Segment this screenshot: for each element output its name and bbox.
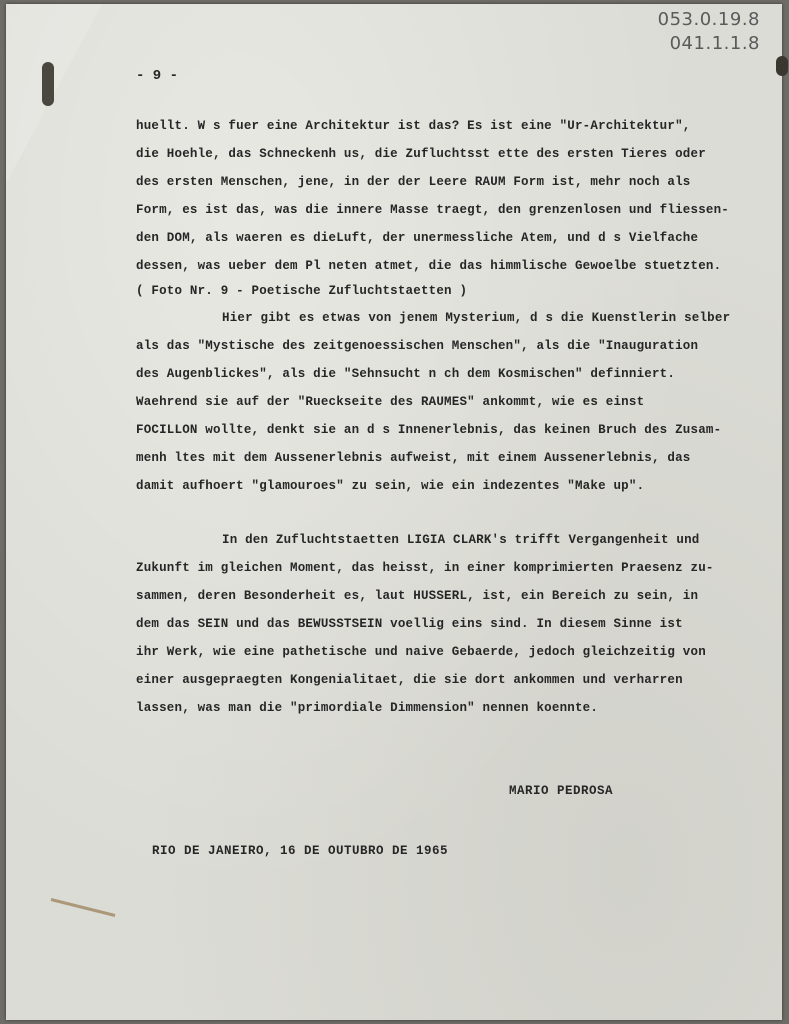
archive-code-1: 053.0.19.8 [657, 9, 760, 30]
paper-fold-shading [6, 4, 102, 184]
text-line: die Hoehle, das Schneckenh us, die Zufluchtsst ette des ersten Tieres oder [136, 147, 706, 161]
page-number: - 9 - [136, 68, 179, 84]
text-line: Waehrend sie auf der "Rueckseite des RAUMES" ankommt, wie es einst [136, 395, 645, 409]
author-signature: MARIO PEDROSA [509, 784, 614, 798]
text-line: dem das SEIN und das BEWUSSTSEIN voellig eins sind. In diesem Sinne ist [136, 617, 683, 631]
paragraph-2 [136, 304, 766, 500]
text-line: In den Zufluchtstaetten LIGIA CLARK's trifft Vergangenheit und [222, 533, 700, 547]
archive-code-2: 041.1.1.8 [669, 33, 760, 54]
text-line: als das "Mystische des zeitgenoessischen Menschen", als die "Inauguration [136, 339, 699, 353]
text-line: lassen, was man die "primordiale Dimmension" nennen koennte. [136, 701, 599, 715]
text-line: des ersten Menschen, jene, in der der Leere RAUM Form ist, mehr noch als [136, 175, 691, 189]
paragraph-3 [136, 526, 766, 722]
text-line: Hier gibt es etwas von jenem Mysterium, d s die Kuenstlerin selber [222, 311, 731, 325]
paragraph-1 [136, 112, 766, 302]
text-line: FOCILLON wollte, denkt sie an d s Innenerlebnis, das keinen Bruch des Zusam- [136, 423, 722, 437]
binder-punch-hole [42, 62, 54, 106]
text-line: ihr Werk, wie eine pathetische und naive Gebaerde, jedoch gleichzeitig von [136, 645, 706, 659]
archive-codes [658, 8, 760, 56]
text-line: damit aufhoert "glamouroes" zu sein, wie ein indezentes "Make up". [136, 479, 645, 493]
text-line: einer ausgepraegten Kongenialitaet, die sie dort ankommen und verharren [136, 673, 683, 687]
text-line: huellt. W s fuer eine Architektur ist das? Es ist eine "Ur-Architektur", [136, 119, 691, 133]
place-and-date: RIO DE JANEIRO, 16 DE OUTUBRO DE 1965 [152, 844, 449, 858]
text-line: des Augenblickes", als die "Sehnsucht n ch dem Kosmischen" definniert. [136, 367, 676, 381]
binder-punch-hole-right [776, 56, 788, 76]
text-line: Form, es ist das, was die innere Masse traegt, den grenzenlosen und fliessen- [136, 203, 729, 217]
text-line: Zukunft im gleichen Moment, das heisst, in einer komprimierten Praesenz zu- [136, 561, 714, 575]
document-page [6, 4, 782, 1020]
text-line: sammen, deren Besonderheit es, laut HUSSERL, ist, ein Bereich zu sein, in [136, 589, 699, 603]
text-line: den DOM, als waeren es dieLuft, der unermessliche Atem, und d s Vielfache [136, 231, 699, 245]
photo-caption: ( Foto Nr. 9 - Poetische Zufluchtstaetten ) [136, 284, 468, 298]
text-line: dessen, was ueber dem Pl neten atmet, die das himmlische Gewoelbe stuetzten. [136, 259, 722, 273]
text-line: menh ltes mit dem Aussenerlebnis aufweist, mit einem Aussenerlebnis, das [136, 451, 691, 465]
paper-stain [51, 898, 116, 917]
